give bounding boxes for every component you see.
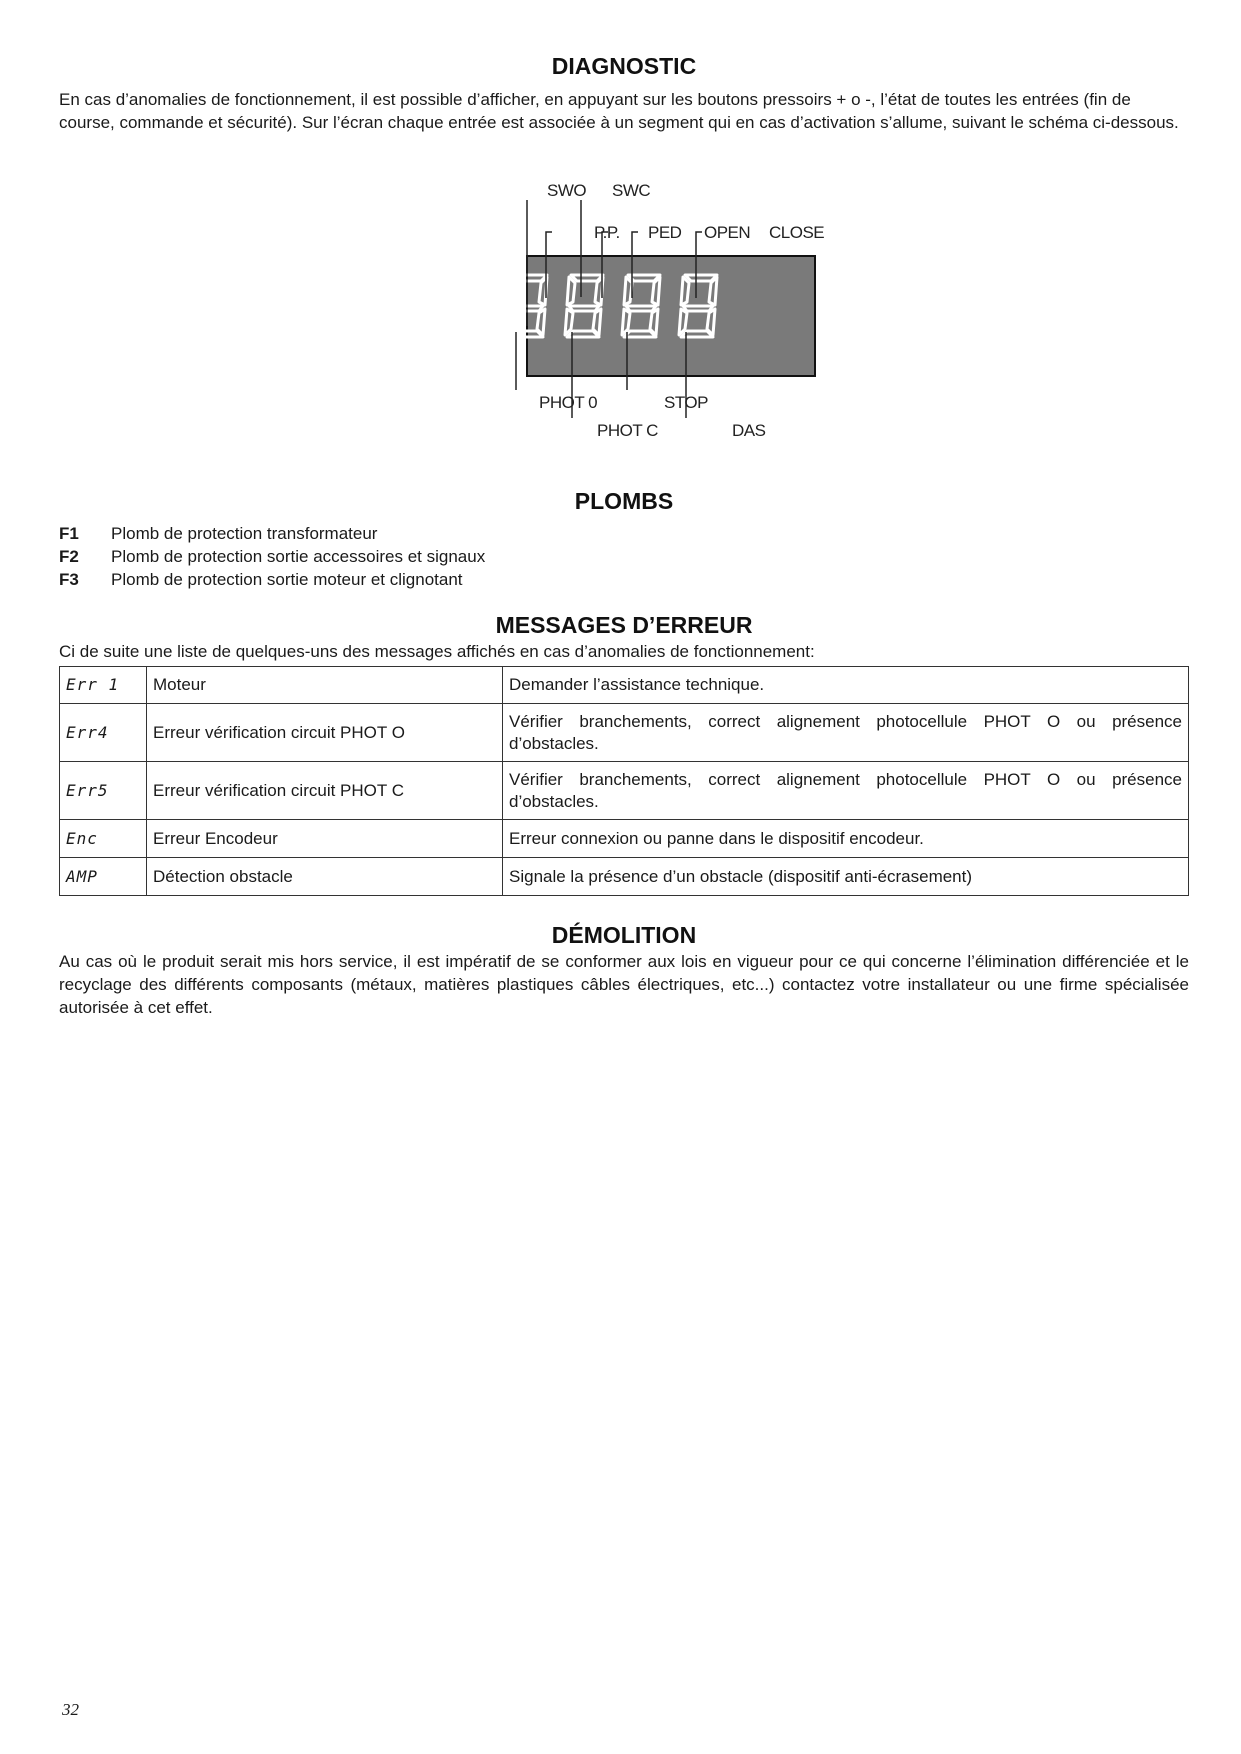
label-swc: SWC — [612, 181, 651, 200]
page-number: 32 — [62, 1700, 79, 1719]
label-photc: PHOT C — [597, 421, 658, 440]
label-das: DAS — [732, 421, 766, 440]
error-code: Err4 — [60, 704, 147, 762]
error-code: Err5 — [60, 762, 147, 820]
error-desc: Erreur vérification circuit PHOT C — [147, 762, 503, 820]
digit-segment — [511, 277, 519, 305]
error-action: Erreur connexion ou panne dans le dispositif encodeur. — [503, 820, 1189, 858]
label-close: CLOSE — [769, 223, 825, 242]
display-diagram — [464, 172, 864, 452]
table-row — [60, 704, 1189, 762]
label-phot0: PHOT 0 — [539, 393, 598, 412]
label-pp: P.P. — [594, 223, 620, 242]
error-table — [59, 666, 1189, 896]
label-open: OPEN — [704, 223, 751, 242]
error-desc: Détection obstacle — [147, 858, 503, 896]
table-row — [60, 762, 1189, 820]
label-ped: PED — [648, 223, 682, 242]
demolition-title: DÉMOLITION — [551, 922, 697, 948]
fuse-text: Plomb de protection sortie moteur et clignotant — [111, 570, 463, 589]
error-action: Signale la présence d’un obstacle (dispositif anti-écrasement) — [503, 858, 1189, 896]
error-desc: Erreur vérification circuit PHOT O — [147, 704, 503, 762]
fuse-code: F3 — [59, 570, 79, 589]
errors-intro: Ci de suite une liste de quelques-uns des messages affichés en cas d’anomalies de fonctionnement: — [59, 642, 815, 661]
diagnostic-title: DIAGNOSTIC — [551, 53, 697, 79]
label-stop: STOP — [664, 393, 708, 412]
fuse-code: F1 — [59, 524, 79, 543]
error-code: AMP — [60, 858, 147, 896]
list-item — [59, 522, 1189, 545]
error-code: Err 1 — [60, 667, 147, 704]
table-row — [60, 858, 1189, 896]
diagnostic-text: En cas d’anomalies de fonctionnement, il est possible d’afficher, en appuyant sur les boutons pressoirs + o -, l’état de toutes les entrées (fin de course, commande et sécurité). Sur l’écran chaque entrée est associée à un segment qui en cas d’activation s’allume, suivant le schéma ci-dessous. — [59, 90, 1179, 132]
list-item — [59, 568, 1189, 591]
list-item — [59, 545, 1189, 568]
demolition-text: Au cas où le produit serait mis hors service, il est impératif de se conformer aux lois en vigueur pour ce qui concerne l’élimination différenciée et le recyclage des différents composants (métaux, matières plastiques câbles électriques, etc...) contactez votre installateur ou une firme spécialisée autorisée à cet effet. — [59, 952, 1189, 1017]
error-action: Demander l’assistance technique. — [503, 667, 1189, 704]
error-action: Vérifier branchements, correct alignement photocellule PHOT O ou présence d’obstacles. — [503, 704, 1189, 762]
fuse-code: F2 — [59, 547, 79, 566]
label-swo: SWO — [547, 181, 587, 200]
table-row — [60, 820, 1189, 858]
error-desc: Erreur Encodeur — [147, 820, 503, 858]
fuse-text: Plomb de protection sortie accessoires et signaux — [111, 547, 486, 566]
fuse-text: Plomb de protection transformateur — [111, 524, 378, 543]
plombs-title: PLOMBS — [574, 488, 674, 514]
error-desc: Moteur — [147, 667, 503, 704]
errors-title: MESSAGES D’ERREUR — [495, 612, 753, 638]
error-code: Enc — [60, 820, 147, 858]
table-row — [60, 667, 1189, 704]
fuse-list — [59, 522, 1189, 591]
error-action: Vérifier branchements, correct alignement photocellule PHOT O ou présence d’obstacles. — [503, 762, 1189, 820]
